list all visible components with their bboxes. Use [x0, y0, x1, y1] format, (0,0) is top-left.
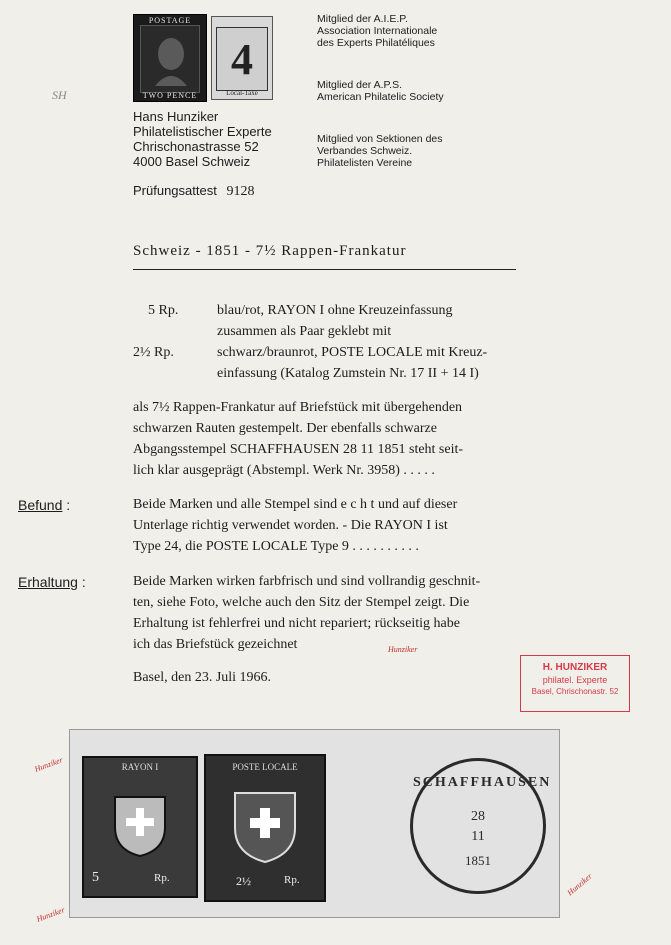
membership-line: Mitglied der A.P.S.	[317, 79, 403, 91]
stamp-numeral: 4	[231, 35, 253, 84]
erhaltung-line: ich das Briefstück gezeichnet	[133, 637, 298, 652]
postmark-month: 11	[471, 829, 485, 844]
date-line: Basel, den 23. Juli 1966.	[133, 670, 272, 685]
signature-mark: Hunziker	[565, 871, 594, 898]
postmark-year: 1851	[465, 853, 491, 868]
certificate-title: Schweiz - 1851 - 7½ Rappen-Frankatur	[133, 243, 407, 259]
rayon-i-stamp	[82, 756, 198, 898]
description-line: als 7½ Rappen-Frankatur auf Briefstück mit übergehenden	[133, 400, 463, 415]
erhaltung-label: Erhaltung :	[18, 574, 86, 590]
handstamp-role: philatel. Experte	[542, 675, 608, 685]
description-line: Abgangsstempel SCHAFFHAUSEN 28 11 1851 steht seit-	[133, 442, 464, 457]
handwritten-note: SH	[52, 88, 67, 102]
expert-name: Hans Hunziker	[133, 109, 219, 124]
membership-line: American Philatelic Society	[317, 91, 444, 103]
certificate-number: 9128	[226, 184, 255, 199]
membership-line: Verbandes Schweiz.	[317, 145, 413, 157]
membership-line: des Experts Philatéliques	[317, 37, 435, 49]
local-taxe-stamp	[211, 16, 273, 100]
stamp-top-text: RAYON I	[121, 762, 159, 772]
membership-line: Association Internationale	[317, 25, 438, 37]
expert-city: 4000 Basel Schweiz	[133, 154, 251, 169]
befund-line: Type 24, die POSTE LOCALE Type 9 . . . . . . . . . .	[133, 539, 419, 554]
befund-line: Beide Marken und alle Stempel sind e c h t und auf dieser	[133, 497, 458, 512]
description-line: lich klar ausgeprägt (Abstempl. Werk Nr. 3958) . . . . .	[133, 463, 435, 478]
expert-role: Philatelistischer Experte	[133, 124, 272, 139]
expert-street: Chrischonastrasse 52	[133, 139, 259, 154]
stamp-unit: Rp.	[284, 874, 300, 886]
postmark-town: SCHAFFHAUSEN	[413, 775, 552, 790]
membership-line: Philatelisten Vereine	[317, 157, 413, 169]
item-value: 5 Rp.	[148, 303, 179, 318]
stamp-frame	[216, 27, 268, 91]
membership-line: Mitglied der A.I.E.P.	[317, 13, 408, 25]
expert-address	[133, 109, 272, 169]
stamp-top-text: POSTE LOCALE	[232, 762, 298, 772]
membership-aps	[317, 79, 444, 103]
handstamp-name: H. HUNZIKER	[542, 662, 608, 673]
befund-label: Befund :	[18, 497, 71, 513]
expert-handstamp	[520, 655, 630, 712]
stamp-photo	[69, 729, 560, 918]
stamp-value: 5	[92, 870, 99, 885]
swiss-cross-shield-icon	[110, 792, 170, 858]
signature-mark: Hunziker	[35, 905, 66, 924]
stamp-bottom-text: Local-Taxe	[226, 89, 258, 97]
item-value: 2½ Rp.	[133, 345, 174, 360]
befund-line: Unterlage richtig verwendet worden. - Die RAYON I ist	[133, 518, 448, 533]
item-text: schwarz/braunrot, POSTE LOCALE mit Kreuz-	[217, 345, 488, 360]
item-text: zusammen als Paar geklebt mit	[217, 324, 392, 339]
item-text: einfassung (Katalog Zumstein Nr. 17 II + 14 I)	[217, 366, 479, 381]
erhaltung-line: ten, siehe Foto, welche auch den Sitz der Stempel zeigt. Die	[133, 595, 470, 610]
stamp-value: 2½	[236, 874, 251, 888]
certificate-header	[133, 183, 254, 200]
description-line: schwarzen Rauten gestempelt. Der ebenfalls schwarze	[133, 421, 437, 436]
postmark-day: 28	[471, 809, 485, 824]
swiss-cross-shield-icon	[230, 788, 300, 864]
erhaltung-label-text: Erhaltung	[18, 574, 78, 590]
stamp-unit: Rp.	[154, 872, 170, 884]
handstamp-address: Basel, Chrischonastr. 52	[531, 687, 619, 696]
signature-mark: Hunziker	[33, 755, 64, 774]
befund-label-text: Befund	[18, 497, 63, 513]
certificate-label: Prüfungsattest	[133, 183, 217, 198]
queen-portrait-icon	[140, 25, 200, 93]
schaffhausen-postmark	[410, 758, 552, 894]
signature-mark: Hunziker	[388, 645, 418, 654]
item-text: blau/rot, RAYON I ohne Kreuzeinfassung	[217, 303, 453, 318]
membership-sektionen	[317, 133, 443, 169]
erhaltung-line: Erhaltung ist fehlerfrei und nicht repariert; rückseitig habe	[133, 616, 460, 631]
title-rule	[133, 269, 516, 270]
membership-line: Mitglied von Sektionen des	[317, 133, 443, 145]
mauritius-post-office-stamp	[133, 14, 207, 102]
erhaltung-line: Beide Marken wirken farbfrisch und sind vollrandig geschnit-	[133, 574, 481, 589]
stamp-bottom-text: TWO PENCE	[142, 91, 198, 100]
membership-aiep	[317, 13, 437, 49]
poste-locale-stamp	[204, 754, 326, 902]
stamp-top-text: POSTAGE	[148, 16, 192, 25]
